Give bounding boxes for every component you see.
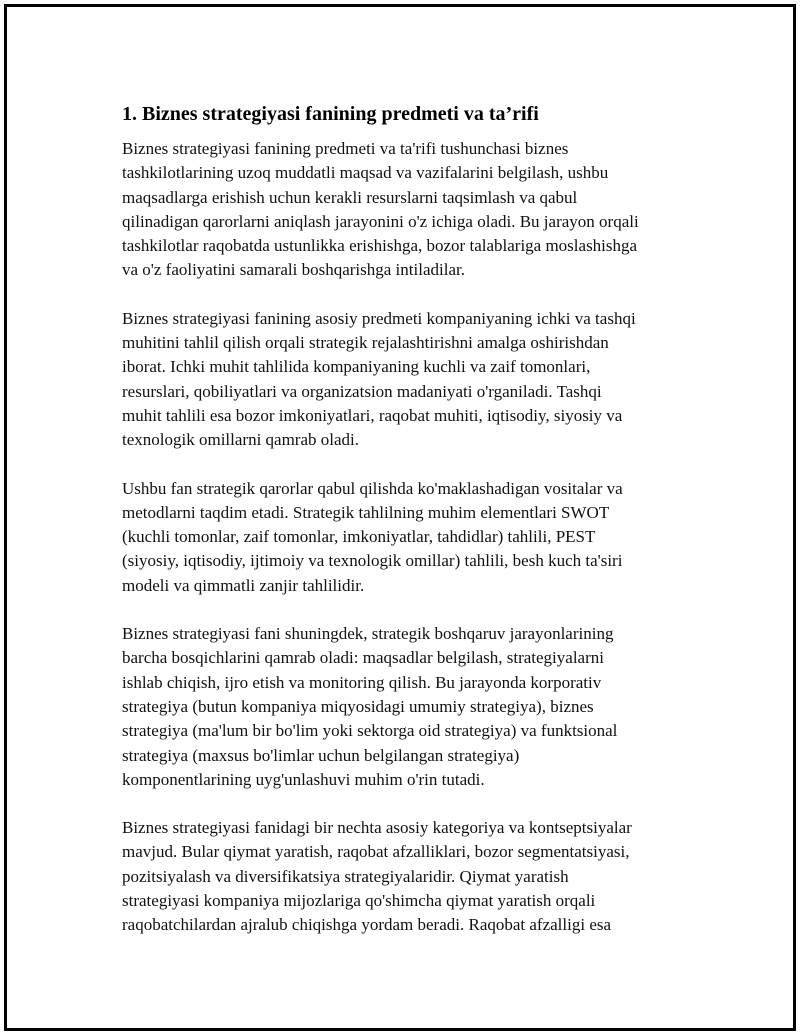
- text-line: strategiya (butun kompaniya miqyosidagi umumiy strategiya), biznes: [122, 696, 594, 716]
- page-frame: [4, 4, 796, 1031]
- text-line: strategiyasi kompaniya mijozlariga qo'shimcha qiymat yaratish orqali: [122, 891, 596, 911]
- text-line: Biznes strategiyasi fanidagi bir nechta asosiy kategoriya va kontseptsiyalar: [122, 818, 632, 838]
- text-line: resurslari, qobiliyatlari va organizatsion madaniyati o'rganiladi. Tashqi: [122, 381, 602, 401]
- text-line: Biznes strategiyasi fani shuningdek, strategik boshqaruv jarayonlarining: [122, 624, 614, 644]
- text-line: Ushbu fan strategik qarorlar qabul qilishda ko'maklashadigan vositalar va: [122, 478, 623, 498]
- text-line: (siyosiy, iqtisodiy, ijtimoiy va texnologik omillar) tahlili, besh kuch ta'siri: [122, 551, 623, 571]
- text-line: muhitini tahlil qilish orqali strategik rejalashtirishni amalga oshirishdan: [122, 333, 609, 353]
- text-line: tashkilotlarining uzoq muddatli maqsad va vazifalarini belgilash, ushbu: [122, 163, 609, 183]
- text-line: maqsadlarga erishish uchun kerakli resurslarni taqsimlash va qabul: [122, 187, 578, 207]
- text-line: modeli va qimmatli zanjir tahlilidir.: [122, 575, 365, 595]
- text-line: mavjud. Bular qiymat yaratish, raqobat afzalliklari, bozor segmentatsiyasi,: [122, 842, 630, 862]
- text-line: Biznes strategiyasi fanining predmeti va ta'rifi tushunchasi biznes: [122, 139, 569, 158]
- text-line: qilinadigan qarorlarni aniqlash jarayonini o'z ichiga oladi. Bu jarayon orqali: [122, 211, 639, 231]
- text-line: barcha bosqichlarini qamrab oladi: maqsadlar belgilash, strategiyalarni: [122, 648, 604, 668]
- paragraph-container: [122, 137, 692, 938]
- text-line: va o'z faoliyatini samarali boshqarishga intiladilar.: [122, 260, 465, 280]
- text-line: muhit tahlili esa bozor imkoniyatlari, raqobat muhiti, iqtisodiy, siyosiy va: [122, 405, 623, 425]
- paragraph: [122, 622, 692, 792]
- document-title: 1. Biznes strategiyasi fanining predmeti va ta’rifi: [122, 103, 539, 125]
- paragraph: [122, 137, 692, 283]
- document-body: [122, 101, 692, 962]
- text-line: pozitsiyalash va diversifikatsiya strategiyalaridir. Qiymat yaratish: [122, 866, 569, 886]
- paragraph: [122, 477, 692, 598]
- paragraph: [122, 307, 692, 453]
- text-line: raqobatchilardan ajralub chiqishga yordam beradi. Raqobat afzalligi esa: [122, 915, 612, 935]
- text-line: Biznes strategiyasi fanining asosiy predmeti kompaniyaning ichki va tashqi: [122, 308, 636, 328]
- text-line: metodlarni taqdim etadi. Strategik tahlilning muhim elementlari SWOT: [122, 502, 610, 522]
- text-line: strategiya (ma'lum bir bo'lim yoki sektorga oid strategiya) va funktsional: [122, 721, 618, 741]
- text-line: (kuchli tomonlar, zaif tomonlar, imkoniyatlar, tahdidlar) tahlili, PEST: [122, 527, 596, 547]
- text-line: komponentlarining uyg'unlashuvi muhim o'rin tutadi.: [122, 769, 485, 789]
- text-line: strategiya (maxsus bo'limlar uchun belgilangan strategiya): [122, 745, 520, 765]
- paragraph: [122, 816, 692, 937]
- text-line: texnologik omillarni qamrab oladi.: [122, 430, 360, 450]
- text-line: tashkilotlar raqobatda ustunlikka erishishga, bozor talablariga moslashishga: [122, 236, 638, 256]
- text-line: iborat. Ichki muhit tahlilida kompaniyaning kuchli va zaif tomonlari,: [122, 357, 591, 377]
- text-line: ishlab chiqish, ijro etish va monitoring qilish. Bu jarayonda korporativ: [122, 672, 602, 692]
